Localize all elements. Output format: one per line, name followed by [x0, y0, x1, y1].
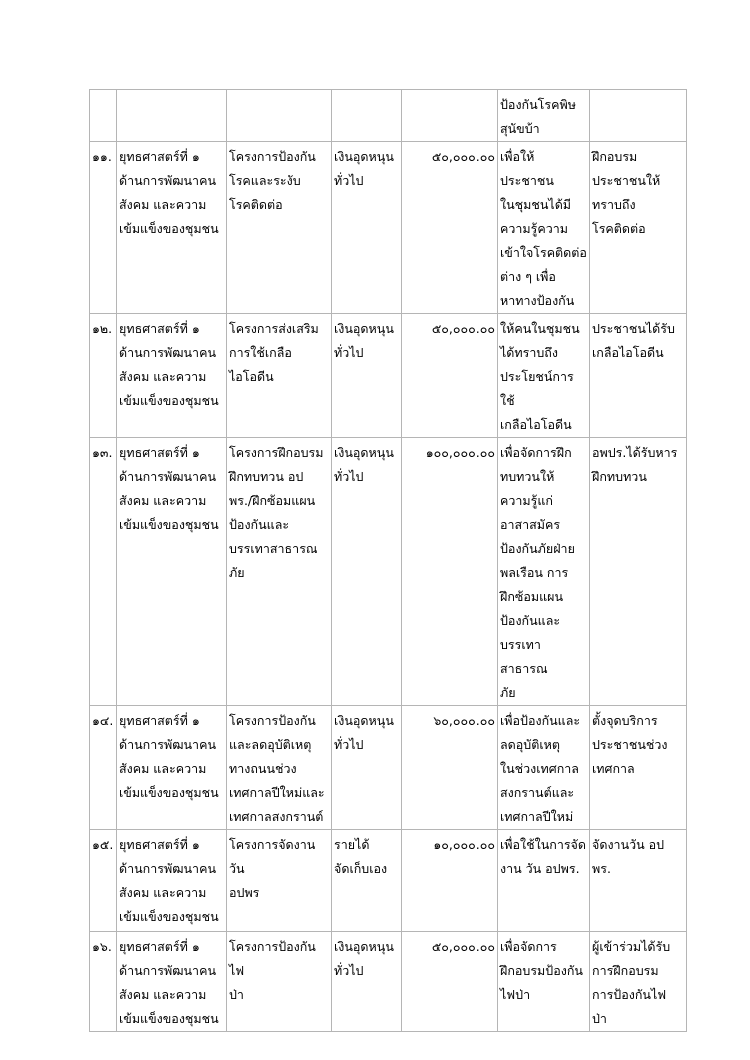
cell-source: เงินอุดหนุน ทั่วไป — [332, 314, 402, 438]
cell-project: โครงการส่งเสริม การใช้เกลือ ไอโอดีน — [227, 314, 332, 438]
cell-project — [227, 90, 332, 142]
cell-amount: ๕๐,๐๐๐.๐๐ — [402, 142, 498, 314]
cell-amount: ๕๐,๐๐๐.๐๐ — [402, 314, 498, 438]
cell-strategy: ยุทธศาสตร์ที่ ๑ ด้านการพัฒนาคน สังคม และความ เข้มแข็งของชุมชน — [117, 932, 227, 1032]
table-row — [90, 830, 687, 932]
cell-amount — [402, 90, 498, 142]
cell-project: โครงการป้องกันไฟ ป่า — [227, 932, 332, 1032]
table-row — [90, 314, 687, 438]
cell-purpose: ป้องกันโรคพิษ สุนัขบ้า — [498, 90, 590, 142]
cell-result: อพปร.ได้รับหาร ฝึกทบทวน — [590, 438, 687, 706]
cell-no — [90, 90, 117, 142]
cell-source — [332, 90, 402, 142]
table-row — [90, 932, 687, 1032]
cell-no: ๑๖. — [90, 932, 117, 1032]
cell-project: โครงการจัดงานวัน อปพร — [227, 830, 332, 932]
cell-purpose: เพื่อใช้ในการจัด งาน วัน อปพร. — [498, 830, 590, 932]
cell-amount: ๖๐,๐๐๐.๐๐ — [402, 706, 498, 830]
cell-result: จัดงานวัน อป พร. — [590, 830, 687, 932]
project-table — [89, 89, 687, 1032]
cell-result — [590, 90, 687, 142]
table-row — [90, 438, 687, 706]
cell-strategy: ยุทธศาสตร์ที่ ๑ ด้านการพัฒนาคน สังคม และความ เข้มแข็งของชุมชน — [117, 438, 227, 706]
cell-project: โครงการป้องกัน และลดอุบัติเหตุ ทางถนนช่วง เทศกาลปีใหม่และ เทศกาลสงกรานต์ — [227, 706, 332, 830]
cell-result: ฝึกอบรม ประชาชนให้ ทราบถึง โรคติดต่อ — [590, 142, 687, 314]
table-row-continued — [90, 90, 687, 142]
cell-no: ๑๕. — [90, 830, 117, 932]
cell-amount: ๑๐,๐๐๐.๐๐ — [402, 830, 498, 932]
cell-purpose: เพื่อป้องกันและ ลดอุบัติเหตุ ในช่วงเทศกาล สงกรานต์และ เทศกาลปีใหม่ — [498, 706, 590, 830]
cell-no: ๑๑. — [90, 142, 117, 314]
cell-strategy — [117, 90, 227, 142]
table-row — [90, 142, 687, 314]
cell-source: เงินอุดหนุน ทั่วไป — [332, 438, 402, 706]
cell-result: ประชาชนได้รับ เกลือไอโอดีน — [590, 314, 687, 438]
cell-source: เงินอุดหนุน ทั่วไป — [332, 932, 402, 1032]
cell-result: ผู้เข้าร่วมได้รับ การฝึกอบรม การป้องกันไฟ ป่า — [590, 932, 687, 1032]
cell-strategy: ยุทธศาสตร์ที่ ๑ ด้านการพัฒนาคน สังคม และความ เข้มแข็งของชุมชน — [117, 706, 227, 830]
cell-amount: ๑๐๐,๐๐๐.๐๐ — [402, 438, 498, 706]
cell-strategy: ยุทธศาสตร์ที่ ๑ ด้านการพัฒนาคน สังคม และความ เข้มแข็งของชุมชน — [117, 830, 227, 932]
cell-no: ๑๒. — [90, 314, 117, 438]
cell-source: รายได้ จัดเก็บเอง — [332, 830, 402, 932]
cell-source: เงินอุดหนุน ทั่วไป — [332, 142, 402, 314]
cell-purpose: ให้คนในชุมชน ได้ทราบถึง ประโยชน์การใช้ เกลือไอโอดีน — [498, 314, 590, 438]
cell-project: โครงการฝึกอบรม ฝึกทบทวน อป พร./ฝึกซ้อมแผน ป้องกันและ บรรเทาสาธารณ ภัย — [227, 438, 332, 706]
cell-purpose: เพื่อให้ประชาชน ในชุมชนได้มี ความรู้ความ เข้าใจโรคติดต่อ ต่าง ๆ เพื่อ หาทางป้องกัน — [498, 142, 590, 314]
cell-no: ๑๓. — [90, 438, 117, 706]
cell-result: ตั้งจุดบริการ ประชาชนช่วง เทศกาล — [590, 706, 687, 830]
cell-strategy: ยุทธศาสตร์ที่ ๑ ด้านการพัฒนาคน สังคม และความ เข้มแข็งของชุมชน — [117, 142, 227, 314]
table-row — [90, 706, 687, 830]
cell-amount: ๕๐,๐๐๐.๐๐ — [402, 932, 498, 1032]
cell-source: เงินอุดหนุน ทั่วไป — [332, 706, 402, 830]
cell-purpose: เพื่อจัดการฝึก ทบทวนให้ ความรู้แก่ อาสาสมัคร ป้องกันภัยฝ่าย พลเรือน การ ฝึกซ้อมแผน ป้องกันและ บรรเทาสาธารณ ภัย — [498, 438, 590, 706]
cell-purpose: เพื่อจัดการ ฝึกอบรมป้องกัน ไฟป่า — [498, 932, 590, 1032]
cell-no: ๑๔. — [90, 706, 117, 830]
cell-project: โครงการป้องกัน โรคและระงับ โรคติดต่อ — [227, 142, 332, 314]
cell-strategy: ยุทธศาสตร์ที่ ๑ ด้านการพัฒนาคน สังคม และความ เข้มแข็งของชุมชน — [117, 314, 227, 438]
